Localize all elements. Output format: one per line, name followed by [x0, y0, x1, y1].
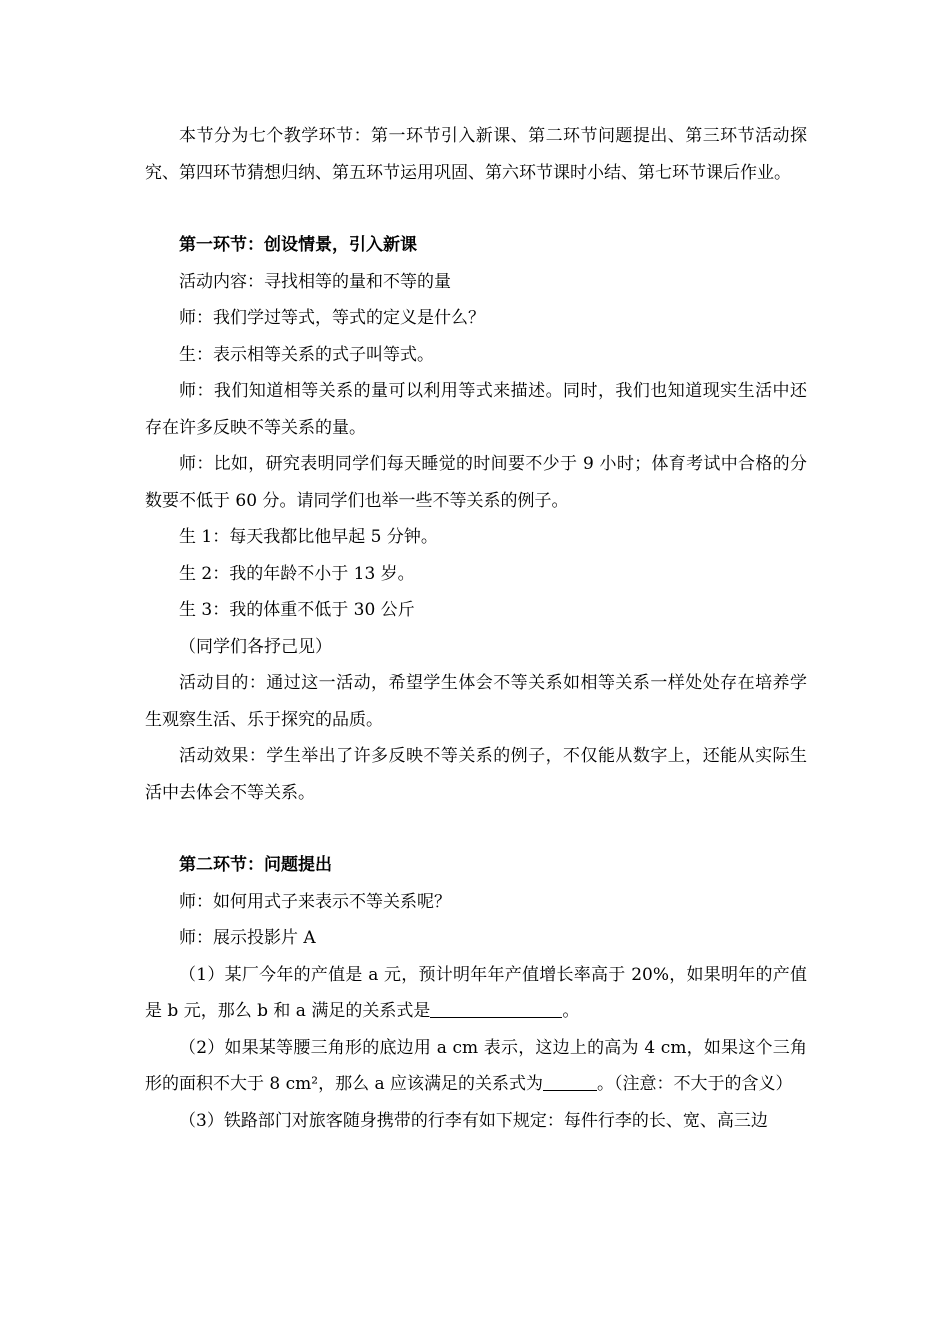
spacer	[145, 191, 807, 227]
section1-line: 师：比如，研究表明同学们每天睡觉的时间要不少于 9 小时；体育考试中合格的分数要不低于 60 分。请同学们也举一些不等关系的例子。	[145, 454, 807, 511]
document-page	[145, 118, 807, 1139]
section1-line: 师：我们学过等式，等式的定义是什么？	[179, 308, 485, 328]
question-1-text: （1）某厂今年的产值是 a 元，预计明年年产值增长率高于 20%，如果明年的产值是 b 元，那么 b 和 a 满足的关系式是	[145, 964, 807, 1021]
question-2	[145, 1030, 807, 1103]
section1-line: 师：我们知道相等关系的量可以利用等式来描述。同时，我们也知道现实生活中还存在许多反映不等关系的量。	[145, 381, 807, 438]
section2-line: 师：如何用式子来表示不等关系呢？	[179, 891, 451, 912]
answer-blank	[430, 1000, 562, 1018]
section1-line: 生 3：我的体重不低于 30 公斤	[179, 600, 415, 620]
question-1-end: 。	[562, 1001, 580, 1021]
question-3: （3）铁路部门对旅客随身携带的行李有如下规定：每件行李的长、宽、高三边	[179, 1110, 768, 1131]
section1-line: 活动效果：学生举出了许多反映不等关系的例子，不仅能从数字上，还能从实际生活中去体会不等关系。	[145, 746, 807, 803]
question-2-text: （2）如果某等腰三角形的底边用 a cm 表示，这边上的高为 4 cm，如果这个三角形的面积不大于 8 cm²，那么 a 应该满足的关系式为	[145, 1037, 807, 1094]
spacer	[145, 811, 807, 847]
intro-paragraph: 本节分为七个教学环节：第一环节引入新课、第二环节问题提出、第三环节活动探究、第四环节猜想归纳、第五环节运用巩固、第六环节课时小结、第七环节课后作业。	[145, 126, 807, 183]
question-1	[145, 957, 807, 1030]
section1-line: 活动目的：通过这一活动，希望学生体会不等关系如相等关系一样处处存在培养学生观察生活、乐于探究的品质。	[145, 673, 807, 730]
question-2-end: 。（注意：不大于的含义）	[597, 1074, 793, 1094]
answer-blank	[543, 1073, 597, 1091]
section2-line: 师：展示投影片 A	[179, 928, 316, 948]
section1-line: 活动内容：寻找相等的量和不等的量	[179, 271, 451, 292]
section1-line: 生 2：我的年龄不小于 13 岁。	[179, 563, 415, 584]
section1-line: （同学们各抒己见）	[179, 636, 332, 657]
section1-line: 生 1：每天我都比他早起 5 分钟。	[179, 527, 438, 547]
section1-heading: 第一环节：创设情景，引入新课	[179, 235, 417, 255]
section2-heading: 第二环节：问题提出	[179, 855, 332, 875]
section1-line: 生：表示相等关系的式子叫等式。	[179, 344, 434, 365]
